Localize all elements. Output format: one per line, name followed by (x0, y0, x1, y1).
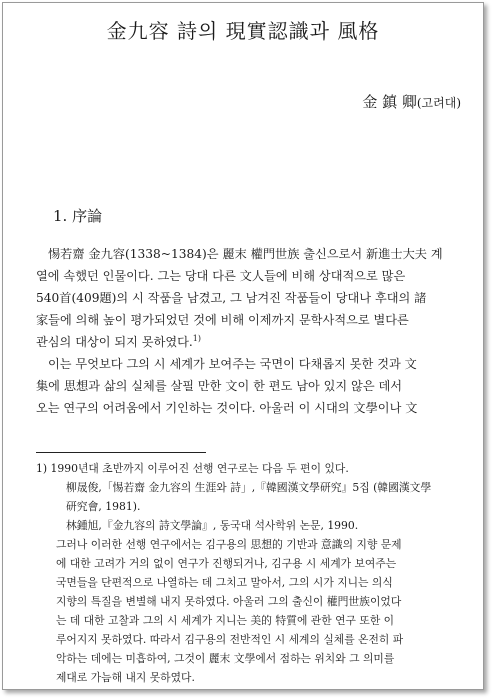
author-line (362, 91, 461, 112)
paper-title: 金九容 詩의 現實認識과 風格 (106, 19, 380, 43)
body-line: 家들에 의해 높이 평가되었던 것에 비해 이제까지 문학사적으로 별다른 (36, 313, 409, 327)
footnote-line: 그러나 이러한 선행 연구에서는 김구용의 思想的 기반과 意識의 지향 문제 (56, 538, 402, 551)
footnote-reference[interactable]: 1) (192, 333, 201, 343)
body-line: 오는 연구의 어려움에서 기인하는 것이다. 아울러 이 시대의 文學이나 文 (36, 401, 418, 415)
author-affiliation: (고려대) (416, 96, 461, 110)
footnote-line: 柳晟俊,「惕若齋 金九容의 生涯와 詩」,『韓國漢文學研究』5집 (韓國漢文學 (66, 481, 432, 494)
footnote-line: 국면들을 단편적으로 나열하는 데 그치고 말아서, 그의 시가 지니는 의식 (56, 576, 393, 589)
body-line-text: 관심의 대상이 되지 못하였다. (36, 335, 193, 349)
body-line: 이는 무엇보다 그의 시 세계가 보여주는 국면이 다채롭지 못한 것과 文 (48, 357, 417, 371)
body-line: 540首(409題)의 시 작품을 남겼고, 그 남겨진 작품들이 당대나 후대의 諸 (36, 291, 427, 305)
author-name: 金 鎮 卿 (362, 93, 417, 111)
body-line-with-footnote (36, 331, 468, 353)
footnote-line: 제대로 가늠해 내지 못하였다. (56, 671, 195, 684)
footnote-line: 1) 1990년대 초반까지 이루어진 선행 연구로는 다음 두 편이 있다. (36, 462, 349, 475)
section-heading: 1. 序論 (53, 207, 103, 225)
footnote-line: 악하는 데에는 미흡하여, 그것이 麗末 文學에서 점하는 위치와 그 의미를 (56, 652, 395, 665)
body-line: 惕若齋 金九容(1338~1384)은 麗末 權門世族 출신으로서 新進士大夫 계 (48, 247, 443, 261)
footnotes (36, 459, 468, 687)
footnote-divider (36, 452, 206, 453)
footnote-line: 研究會, 1981). (66, 500, 141, 513)
document-page (2, 2, 484, 690)
footnote-line: 루어지지 못하였다. 따라서 김구용의 전반적인 시 세계의 실체를 온전히 파 (56, 633, 404, 646)
footnote-line: 지향의 특질을 변별해 내지 못하였다. 아울러 그의 출신이 權門世族이었다 (56, 595, 402, 608)
body-text (36, 243, 468, 419)
body-line: 열에 속했던 인물이다. 그는 당대 다른 文人들에 비해 상대적으로 많은 (36, 269, 406, 283)
footnote-line: 는 데 대한 고찰과 그의 시 세계가 지니는 美的 特質에 관한 연구 또한 이 (56, 614, 395, 627)
footnote-line: 에 대한 고려가 거의 없이 연구가 진행되거나, 김구용 시 세계가 보여주는 (56, 557, 397, 570)
body-line: 集에 思想과 삶의 실체를 살필 만한 文이 한 편도 남아 있지 않은 데서 (36, 379, 403, 393)
footnote-line: 林鍾旭,『金九容의 詩文學論』, 동국대 석사학위 논문, 1990. (66, 519, 359, 532)
